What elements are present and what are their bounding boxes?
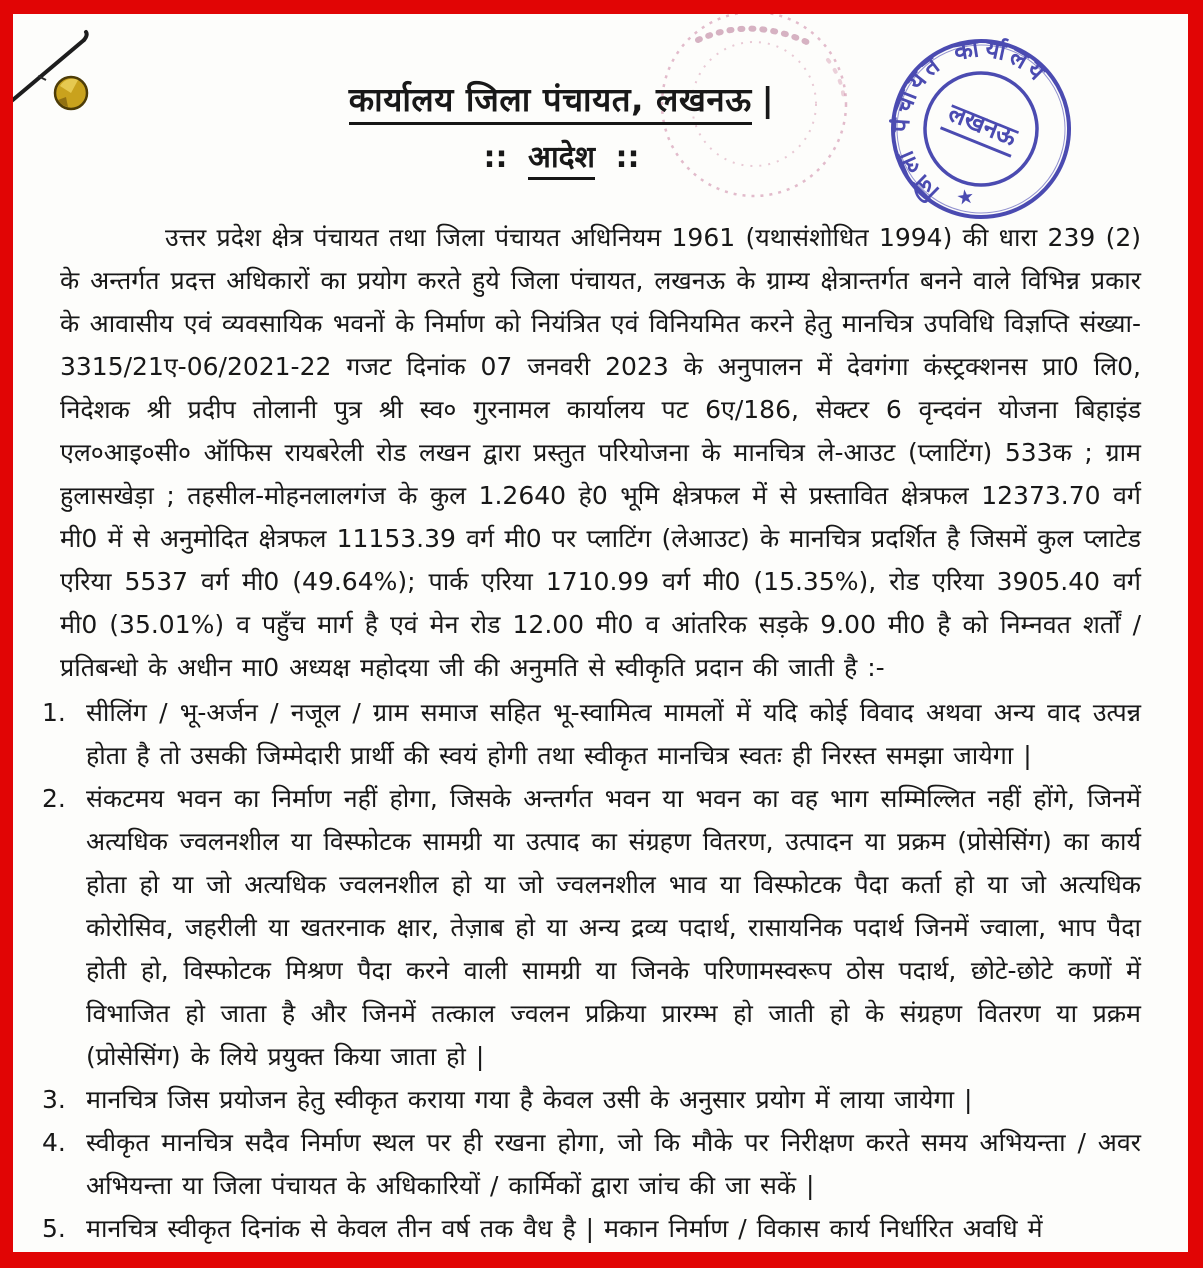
- condition-number: 4.: [42, 1128, 66, 1157]
- condition-text: मानचित्र स्वीकृत दिनांक से केवल तीन वर्ष तक वैध है | मकान निर्माण / विकास कार्य निर्धारित अवधि में: [86, 1214, 1043, 1243]
- condition-text: सीलिंग / भू-अर्जन / नजूल / ग्राम समाज सहित भू-स्वामित्व मामलों में यदि कोई विवाद अथवा अन्य वाद उत्पन्न होता है तो उसकी जिम्मेदारी प्रार्थी की स्वयं होगी तथा स्वीकृत मानचित्र स्वतः ही निरस्त समझा जायेगा |: [86, 698, 1141, 770]
- title-bar-mark: |: [761, 80, 775, 119]
- condition-number: 3.: [42, 1085, 66, 1114]
- condition-item: [42, 1078, 1141, 1121]
- subtitle-colon-left: ::: [483, 140, 508, 175]
- condition-item: [42, 691, 1141, 777]
- condition-text: संकटमय भवन का निर्माण नहीं होगा, जिसके अन्तर्गत भवन या भवन का वह भाग सम्मिल्लित नहीं होंगे, जिनमें अत्यधिक ज्वलनशील या विस्फोटक सामग्री या उत्पाद का संग्रहण वितरण, उत्पादन या प्रक्रम (प्रोसेसिंग) का कार्य होता हो या जो अत्यधिक ज्वलनशील हो या जो ज्वलनशील भाव या विस्फोटक पैदा कर्ता हो या जो अत्यधिक कोरोसिव, जहरीली या खतरनाक क्षार, तेज़ाब हो या अन्य द्रव्य पदार्थ, रासायनिक पदार्थ जिनमें ज्वाला, भाप पैदा होती हो, विस्फोटक मिश्रण पैदा करने वाली सामग्री या जिनके परिणामस्वरूप ठोस पदार्थ, छोटे-छोटे कणों में विभाजित हो जाता है और जिनमें तत्काल ज्वलन प्रक्रिया प्रारम्भ हो जाती हो के संग्रहण वितरण या प्रक्रम (प्रोसेसिंग) के लिये प्रयुक्त किया जाता हो |: [86, 784, 1141, 1071]
- condition-text: मानचित्र जिस प्रयोजन हेतु स्वीकृत कराया गया है केवल उसी के अनुसार प्रयोग में लाया जायेगा |: [86, 1085, 973, 1114]
- stamp-star-icon: ★: [954, 183, 976, 210]
- title-text: कार्यालय जिला पंचायत, लखनऊ: [349, 80, 752, 125]
- stamp-ring-text: जिला पंचायत कार्यालय: [886, 33, 1054, 206]
- office-round-stamp: [885, 33, 1077, 225]
- stamp-center-text: लखनऊ: [944, 98, 1021, 152]
- document-body: [0, 216, 1203, 1250]
- subtitle-word: आदेश: [528, 140, 595, 180]
- condition-number: 1.: [42, 698, 66, 727]
- condition-item: [42, 777, 1141, 1078]
- condition-item: [42, 1121, 1141, 1207]
- condition-text: स्वीकृत मानचित्र सदैव निर्माण स्थल पर ही रखना होगा, जो कि मौके पर निरीक्षण करते समय अभियन्ता / अवर अभियन्ता या जिला पंचायत के अधिकारियों / कार्मिकों द्वारा जांच की जा सकें |: [86, 1128, 1141, 1200]
- subtitle-colon-right: ::: [615, 140, 640, 175]
- intro-paragraph: उत्तर प्रदेश क्षेत्र पंचायत तथा जिला पंचायत अधिनियम 1961 (यथासंशोधित 1994) की धारा 239 (2) के अन्तर्गत प्रदत्त अधिकारों का प्रयोग करते हुये जिला पंचायत, लखनऊ के ग्राम्य क्षेत्रान्तर्गत बनने वाले विभिन्न प्रकार के आवासीय एवं व्यवसायिक भवनों के निर्माण को नियंत्रित एवं विनियमित करने हेतु मानचित्र उपविधि विज्ञप्ति संख्या- 3315/21ए-06/2021-22 गजट दिनांक 07 जनवरी 2023 के अनुपालन में देवगंगा कंस्ट्रक्शनस प्रा0 लि0, निदेशक श्री प्रदीप तोलानी पुत्र श्री स्व० गुरनामल कार्यालय पट 6ए/186, सेक्टर 6 वृन्दवंन योजना बिहाइंड एल०आइ०सी० ऑफिस रायबरेली रोड लखन द्वारा प्रस्तुत परियोजना के मानचित्र ले-आउट (प्लाटिंग) 533क ; ग्राम हुलासखेड़ा ; तहसील-मोहनलालगंज के कुल 1.2640 हे0 भूमि क्षेत्रफल में से प्रस्तावित क्षेत्रफल 12373.70 वर्ग मी0 में से अनुमोदित क्षेत्रफल 11153.39 वर्ग मी0 पर प्लाटिंग (लेआउट) के मानचित्र प्रदर्शित है जिसमें कुल प्लाटेड एरिया 5537 वर्ग मी0 (49.64%); पार्क एरिया 1710.99 वर्ग मी0 (15.35%), रोड एरिया 3905.40 वर्ग मी0 (35.01%) व पहुँच मार्ग है एवं मेन रोड 12.00 मी0 व आंतरिक सड़के 9.00 मी0 है को निम्नवत शर्तों / प्रतिबन्धो के अधीन मा0 अध्यक्ष महोदया जी की अनुमति से स्वीकृति प्रदान की जाती है :-: [60, 223, 1141, 682]
- condition-number: 2.: [42, 784, 66, 813]
- conditions-list: [42, 691, 1141, 1250]
- condition-number: 5.: [42, 1214, 66, 1243]
- condition-item-clipped: [42, 1207, 1141, 1250]
